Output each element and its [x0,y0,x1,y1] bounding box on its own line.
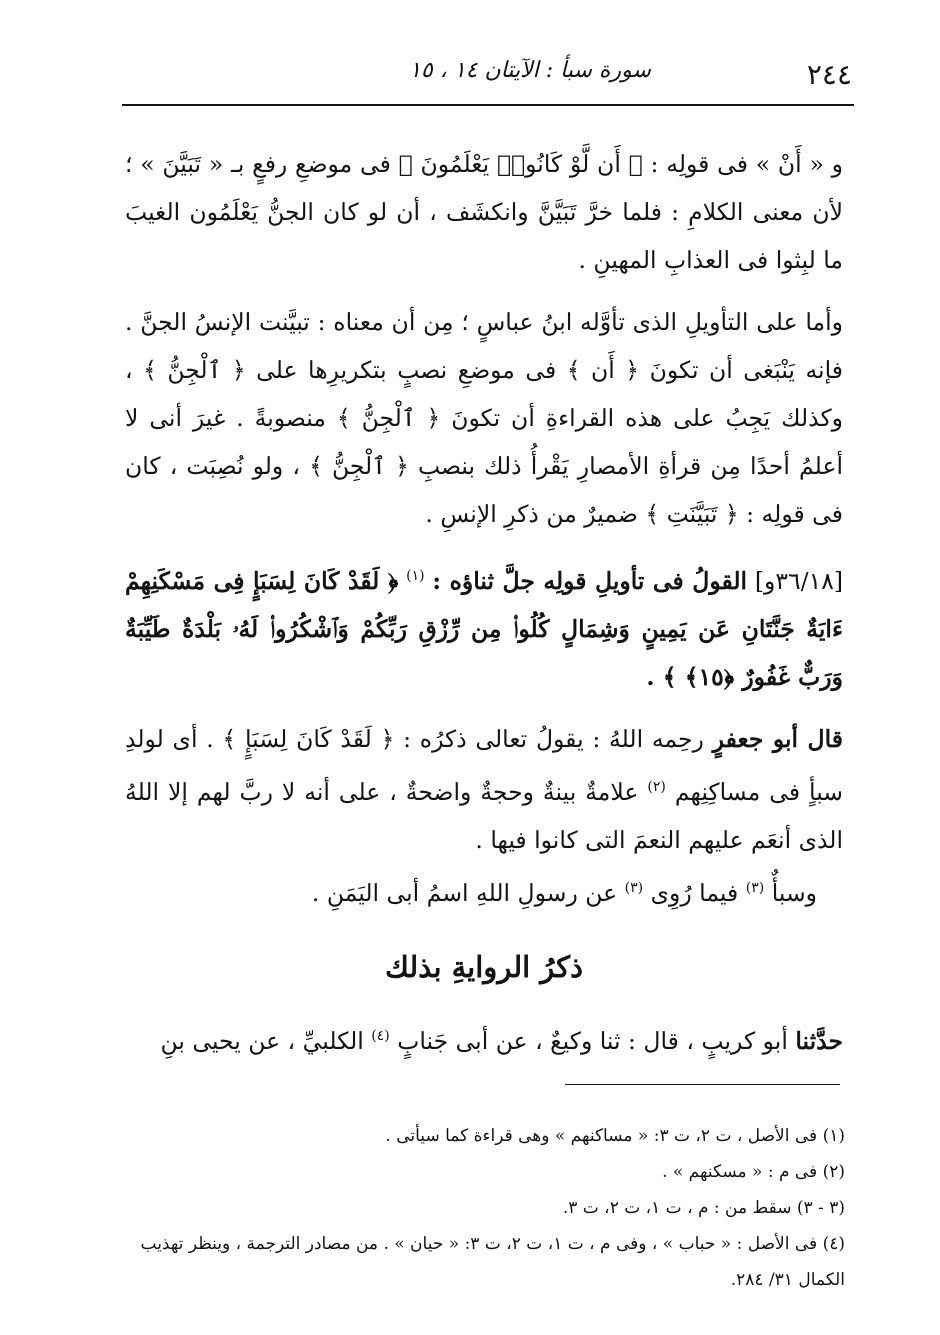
footnote-2: (٢) فى م : « مسكنهم » . [662,1162,845,1182]
narration-line [125,1012,843,1065]
abu-jafar-text-b: علامةٌ بينةٌ وحجةٌ واضحةٌ ، على أنه لا ربَّ لهم إلا اللهُ الذى أنعَم عليهم النعمَ التى كانوا فيها . [125,777,843,854]
footnotes [120,1118,845,1298]
footnote-rule [565,1084,840,1085]
narration-lead: حدَّثنا [795,1026,843,1055]
footnote-marker-3-close: (٣) [624,879,644,896]
narration-text-a: أبو كريبٍ ، قال : ثنا وكيعٌ ، عن أبى جَنابٍ [397,1026,788,1055]
paragraph-1: و « أَنْ » فى قولِه : ﴿ أَن لَّوْ كَانُوا۟ يَعْلَمُونَ ﴾ فى موضعِ رفعٍ بـ « تَبَيَّنَ » ؛ لأن معنى الكلامِ : فلما خرَّ تَبَيَّنَّ وانكشَف ، أن لو كان الجنُّ يَعْلَمُون الغيبَ ما لبِثوا فى العذابِ المهينِ . [125,150,843,274]
verse-reference: [٣٦/١٨و] [754,566,843,595]
running-title: سورة سبأ : الآيتان ١٤ ، ١٥ [409,58,651,83]
footnote-marker-3-open: (٣) [745,879,765,896]
main-text [125,140,843,916]
saba-text-a: وسبأٌ [771,878,817,907]
paragraph-2: وأما على التأويلِ الذى تأوَّله ابنُ عباسٍ ؛ مِن أن معناه : تبيَّنت الإنسُ الجنَّ . فإنه يَنْبَغى أن تكونَ ﴿ أَن ﴾ فى موضعِ نصبٍ بتكريرِها على ﴿ ٱلْجِنُّ ﴾ ، وكذلك يَجِبُ على هذه القراءةِ أن تكونَ ﴿ ٱلْجِنُّ ﴾ منصوبةً . غيرَ أنى لا أعلمُ أحدًا مِن قرأةِ الأمصارِ يَقْرأُ ذلك بنصبِ ﴿ ٱلْجِنُّ ﴾ ، ولو نُصِبَت ، كان فى قولِه : ﴿ تَبَيَّنَتِ ﴾ ضميرٌ من ذكرِ الإنسِ . [125,308,843,528]
saba-text-c: عن رسولِ اللهِ اسمُ أبى اليَمَنِ . [311,878,618,907]
verse-block [125,552,843,701]
page-number: ٢٤٤ [806,58,852,91]
footnote-4: (٤) فى الأصل : « حباب » ، وفى م ، ت ١، ت ٢، ت ٣: « حيان » . من مصادر الترجمة ، وينظر تهذيب الكمال ٣١/ ٢٨٤. [140,1234,845,1290]
footnote-3: (٣ - ٣) سقط من : م ، ت ١، ت ٢، ت ٣. [562,1198,845,1218]
narration-text-b: الكلبيِّ ، عن يحيى بنِ [160,1026,364,1055]
abu-jafar-text-a: رحِمه اللهُ : يقولُ تعالى ذكرُه : ﴿ لَقَدْ كَانَ لِسَبَإٍ ﴾ . أى لولدِ سبأٍ فى مساكِنِهم [125,724,843,806]
footnote-marker-2: (٢) [647,778,666,795]
quran-verse: ﴿ لَقَدْ كَانَ لِسَبَإٍ فِى مَسْكَنِهِمْ ءَايَةٌ جَنَّتَانِ عَن يَمِينٍ وَشِمَالٍ كُلُوا۟ مِن رِّزْقِ رَبِّكُمْ وَٱشْكُرُوا۟ لَهُۥ بَلْدَةٌ طَيِّبَةٌ وَرَبٌّ غَفُورٌ ﴿١٥﴾ ﴾ . [125,566,843,691]
footnote-1: (١) فى الأصل ، ت ٢، ت ٣: « مساكنهم » وهى قراءة كما سيأتى . [385,1126,845,1146]
verse-intro: القولُ فى تأويلِ قولِه جلَّ ثناؤه : [432,566,748,595]
header-rule [122,104,854,106]
section-title: ذكرُ الروايةِ بذلك [384,950,584,984]
speaker-name: قال أبو جعفرٍ [712,724,843,753]
footnote-marker-1: (١) [406,568,425,584]
abu-jafar-paragraph [125,715,843,864]
footnote-marker-4: (٤) [371,1028,390,1044]
saba-text-b: فيما رُوِى [650,878,739,907]
saba-paragraph [125,864,843,917]
